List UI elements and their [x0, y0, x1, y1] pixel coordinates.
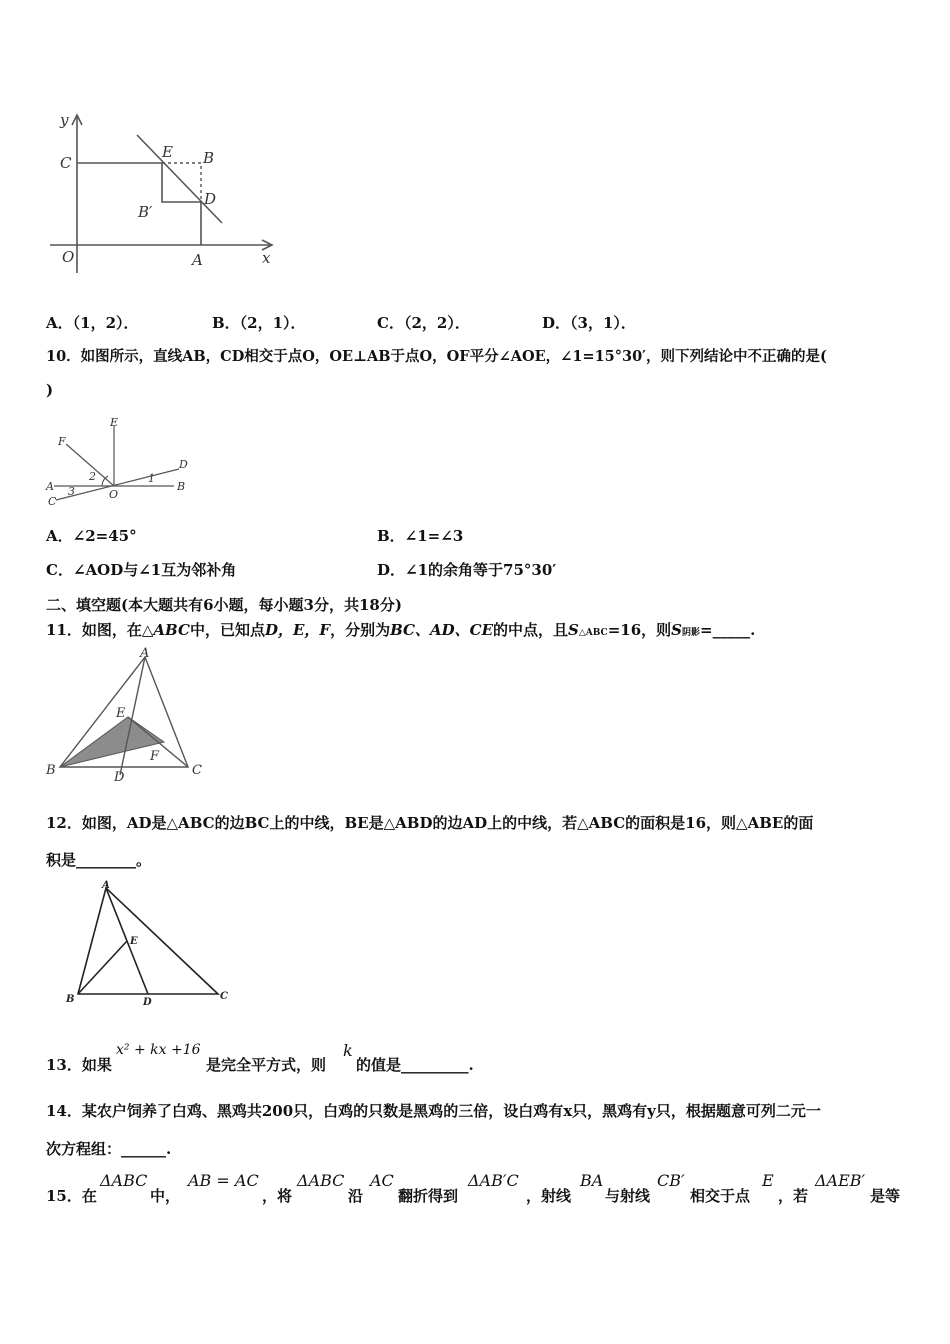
q10-figure — [44, 412, 204, 512]
label-e: E — [130, 936, 138, 947]
label-b: B — [66, 994, 75, 1005]
q11-part2: 中，已知点 — [189, 621, 265, 639]
label-c: C — [60, 154, 72, 172]
q9-option-c: C．（2，2）． — [377, 314, 470, 332]
label-bprime: B′ — [138, 203, 153, 221]
q12-text-line2: 积是________。 — [46, 851, 152, 869]
label-e: E — [162, 143, 173, 161]
label-f: F — [150, 749, 160, 764]
q15-part6: ，射线 — [526, 1187, 572, 1205]
label-d: D — [114, 770, 125, 785]
label-o: O — [62, 248, 75, 266]
q10-option-d: D．∠1的余角等于75°30′ — [377, 561, 557, 579]
shaded-triangle — [60, 717, 164, 767]
label-y: y — [60, 111, 69, 129]
q11-sub1: △ABC — [578, 628, 608, 638]
label-a: A — [192, 251, 203, 269]
triangle-abc — [78, 888, 218, 994]
label-2: 2 — [89, 470, 96, 483]
q11-text — [46, 619, 755, 640]
q13-part1: 13．如果 — [46, 1056, 112, 1074]
q15-part10: 是等 — [870, 1187, 901, 1205]
q11-figure — [40, 645, 215, 785]
q11-s: S — [568, 621, 579, 639]
q13-part3: 的值是_________. — [356, 1056, 474, 1074]
q13-k: k — [343, 1041, 353, 1060]
q10-option-c: C．∠AOD与∠1互为邻补角 — [46, 561, 237, 579]
q15-math4: AC — [370, 1171, 394, 1190]
label-b: B — [177, 480, 186, 493]
q11-abc: ABC — [153, 621, 190, 639]
q15-part4: 沿 — [348, 1187, 364, 1205]
q11-part5: =16，则 — [607, 621, 672, 639]
label-a: A — [102, 880, 110, 891]
q15-math1: ΔABC — [100, 1171, 148, 1190]
q10-option-b: B．∠1=∠3 — [377, 527, 464, 545]
q10-text-line2: ) — [46, 381, 54, 399]
label-d: D — [143, 997, 152, 1008]
q11-part3: ，分别为 — [330, 621, 391, 639]
q15-part3: ，将 — [262, 1187, 293, 1205]
q11-part4: 的中点，且 — [493, 621, 569, 639]
q11-part6: =_____. — [700, 621, 756, 639]
label-e: E — [116, 706, 126, 721]
q11-part1: 11．如图，在△ — [46, 621, 154, 639]
label-o: O — [109, 488, 119, 501]
label-d: D — [179, 458, 188, 471]
q15-part1: 15．在 — [46, 1187, 97, 1205]
label-1: 1 — [148, 472, 155, 485]
label-b: B — [46, 763, 56, 778]
q15-math3: ΔABC — [297, 1171, 345, 1190]
q9-option-a: A．（1，2）． — [46, 314, 139, 332]
q14-text-line2: 次方程组：______. — [46, 1140, 172, 1158]
q15-part5: 翻折得到 — [398, 1187, 459, 1205]
q15-math6: BA — [580, 1171, 604, 1190]
q15-part9: ，若 — [778, 1187, 809, 1205]
label-3: 3 — [68, 485, 75, 498]
label-d: D — [204, 190, 217, 208]
label-c: C — [220, 991, 228, 1002]
q15-part8: 相交于点 — [690, 1187, 751, 1205]
q11-segments: BC、AD、CE — [390, 621, 494, 639]
label-a: A — [140, 646, 150, 661]
label-b: B — [203, 149, 215, 167]
q9-option-d: D．（3，1）． — [542, 314, 636, 332]
q12-text-line1: 12．如图，AD是△ABC的边BC上的中线，BE是△ABD的边AD上的中线，若△ABC的面积是16，则△ABE的面 — [46, 814, 814, 832]
q15-math9: ΔAEB′ — [815, 1171, 866, 1190]
section2-title: 二、填空题(本大题共有6小题，每小题3分，共18分) — [46, 596, 402, 614]
label-x: x — [262, 249, 271, 267]
angle-arc — [102, 476, 108, 486]
q9-option-b: B．（2，1）． — [212, 314, 306, 332]
label-c: C — [192, 763, 202, 778]
q11-sub2: 阴影 — [682, 628, 701, 638]
q15-math8: E — [762, 1171, 774, 1190]
q15-part7: 与射线 — [605, 1187, 651, 1205]
q15-math7: CB′ — [657, 1171, 685, 1190]
q9-figure — [40, 105, 290, 275]
q13-part2: 是完全平方式，则 — [206, 1056, 327, 1074]
label-a: A — [46, 480, 54, 493]
label-e: E — [110, 416, 119, 429]
q10-text-line1: 10．如图所示，直线AB，CD相交于点O，OE⊥AB于点O，OF平分∠AOE，∠1=15°30′，则下列结论中不正确的是( — [46, 348, 827, 365]
q11-def: D，E，F — [264, 621, 331, 639]
q10-option-a: A．∠2=45° — [46, 527, 137, 545]
q15-part2: 中， — [150, 1187, 181, 1205]
q14-text-line1: 14．某农户饲养了白鸡、黑鸡共200只，白鸡的只数是黑鸡的三倍，设白鸡有x只，黑鸡有y只，根据题意可列二元一 — [46, 1102, 821, 1120]
q15-math2: AB = AC — [188, 1171, 259, 1190]
q15-math5: ΔAB′C — [468, 1171, 519, 1190]
q12-figure — [60, 878, 245, 1010]
label-c: C — [48, 495, 57, 508]
q13-expression: x² + kx +16 — [116, 1042, 201, 1058]
label-f: F — [58, 435, 66, 448]
q11-s2: S — [671, 621, 683, 639]
